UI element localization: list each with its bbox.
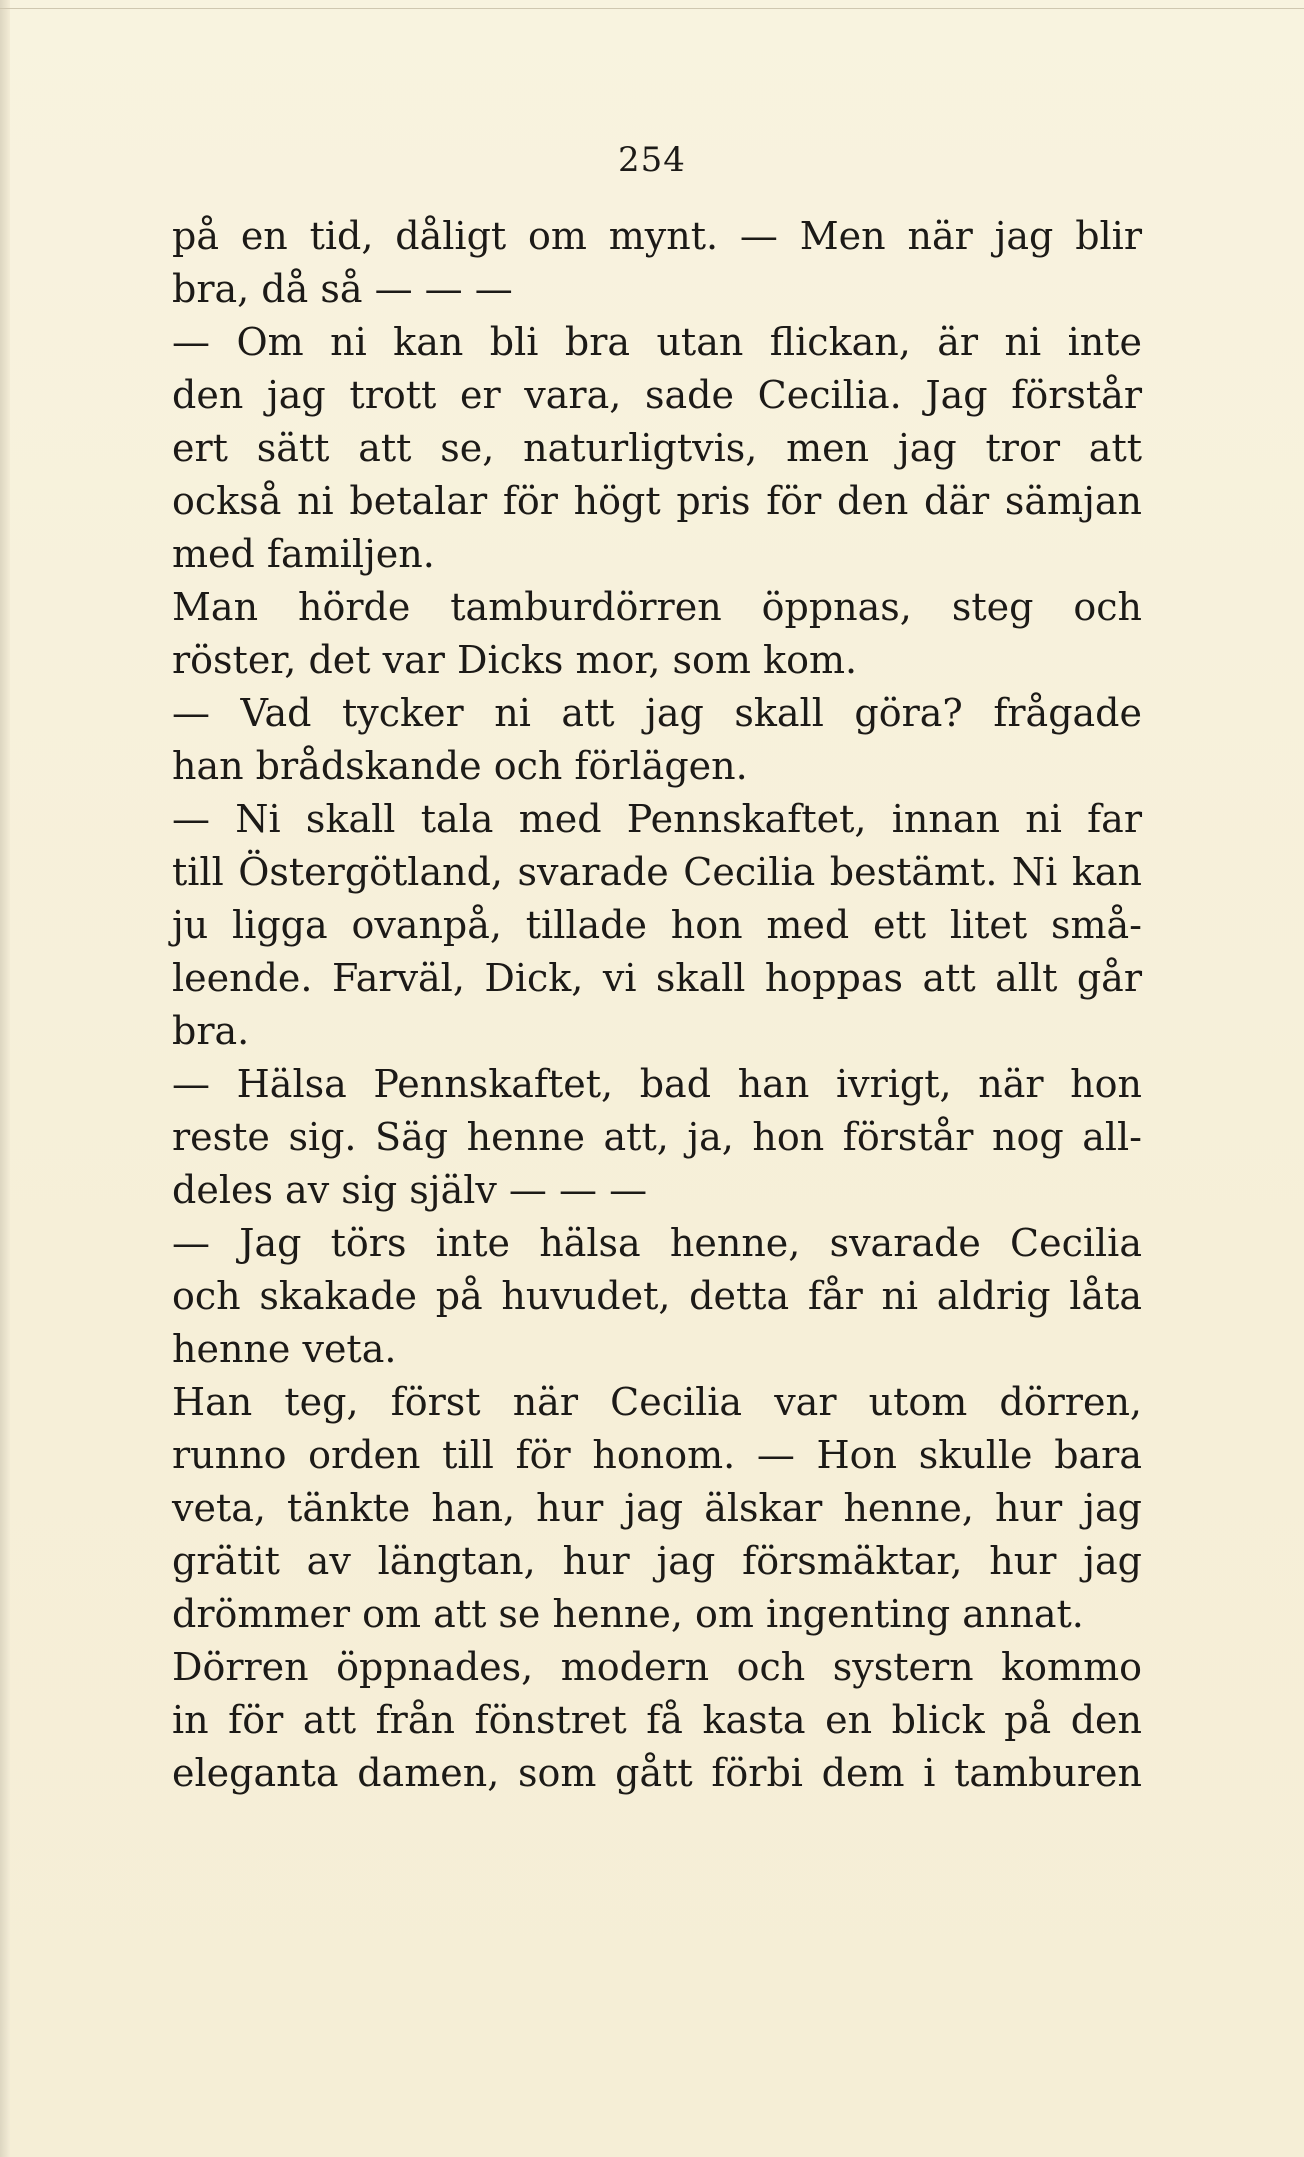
- text-line: också ni betalar för högt pris för den där sämjan: [172, 479, 1142, 523]
- text-line: henne veta.: [172, 1327, 397, 1371]
- text-line: reste sig. Säg henne att, ja, hon förstår nog all-: [172, 1115, 1142, 1159]
- text-line: veta, tänkte han, hur jag älskar henne, hur jag: [172, 1486, 1142, 1530]
- text-line: Han teg, först när Cecilia var utom dörren,: [172, 1380, 1142, 1424]
- text-line: — Ni skall tala med Pennskaftet, innan ni far: [172, 797, 1142, 841]
- text-line: bra.: [172, 1009, 250, 1053]
- text-line: ert sätt att se, naturligtvis, men jag tror att: [172, 426, 1142, 470]
- text-line: bra, då så — — —: [172, 267, 513, 311]
- text-line: drömmer om att se henne, om ingenting annat.: [172, 1592, 1084, 1636]
- text-line: eleganta damen, som gått förbi dem i tamburen: [172, 1751, 1142, 1795]
- page-number: 254: [618, 140, 686, 180]
- text-line: Man hörde tamburdörren öppnas, steg och: [172, 585, 1142, 629]
- text-line: ju ligga ovanpå, tillade hon med ett litet små-: [172, 903, 1142, 947]
- text-line: och skakade på huvudet, detta får ni aldrig låta: [172, 1274, 1142, 1318]
- text-line: han brådskande och förlägen.: [172, 744, 748, 788]
- text-line: runno orden till för honom. — Hon skulle bara: [172, 1433, 1142, 1477]
- text-line: till Östergötland, svarade Cecilia bestämt. Ni kan: [172, 850, 1142, 894]
- text-line: leende. Farväl, Dick, vi skall hoppas att allt går: [172, 956, 1142, 1000]
- text-line: in för att från fönstret få kasta en blick på den: [172, 1698, 1142, 1742]
- text-line: på en tid, dåligt om mynt. — Men när jag blir: [172, 214, 1142, 258]
- text-line: — Vad tycker ni att jag skall göra? frågade: [172, 691, 1142, 735]
- text-line: — Om ni kan bli bra utan flickan, är ni inte: [172, 320, 1142, 364]
- text-line: röster, det var Dicks mor, som kom.: [172, 638, 858, 682]
- text-line: — Hälsa Pennskaftet, bad han ivrigt, när hon: [172, 1062, 1142, 1106]
- text-line: med familjen.: [172, 532, 435, 576]
- text-line: deles av sig själv — — —: [172, 1168, 648, 1212]
- text-line: den jag trott er vara, sade Cecilia. Jag förstår: [172, 373, 1142, 417]
- page-top-edge: [0, 8, 1304, 9]
- text-line: Dörren öppnades, modern och systern kommo: [172, 1645, 1142, 1689]
- body-text: [172, 210, 1142, 1800]
- page-edge-shadow: [0, 0, 10, 2157]
- text-line: — Jag törs inte hälsa henne, svarade Cecilia: [172, 1221, 1142, 1265]
- text-line: grätit av längtan, hur jag försmäktar, hur jag: [172, 1539, 1142, 1583]
